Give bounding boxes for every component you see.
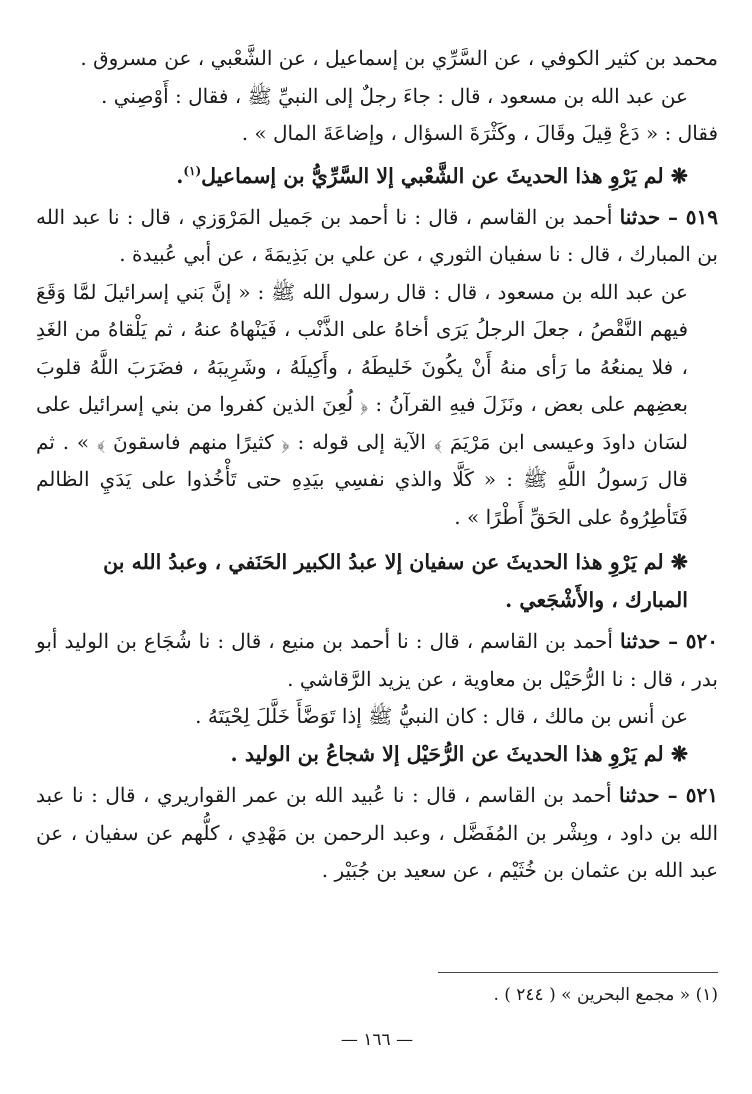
hadith-519 [36, 199, 718, 274]
hadith-number: ٥٢١ – حدثنا [619, 783, 719, 808]
hadith-note: ❋ لم يَرْوِ هذا الحديثَ عن سفيان إلا عبدُ الكبير الحَنَفي ، وعبدُ الله بن المبارك ، والأَشْجَعي . [103, 550, 688, 612]
matn: عن أنس بن مالك ، قال : كان النبيُّ ﷺ إذا تَوَضَّأَ خَلَّلَ لِحْيَتَهُ . [195, 704, 688, 729]
text-line: عن عبد الله بن مسعود ، قال : جاءَ رجلٌ إلى النبيِّ ﷺ ، فقال : أَوْصِني . [101, 83, 688, 108]
text-line: فقال : « دَعْ قِيلَ وقَالَ ، وكَثْرَةَ السؤال ، وإضاعَةَ المال » . [241, 121, 718, 145]
isnad: أحمد بن القاسم ، قال : نا أحمد بن منيع ، قال : نا شُجَاع بن الوليد أبو بدر ، قال : نا الرُّحَيْل بن معاوية ، عن يزيد الرَّقاشي . [36, 629, 718, 691]
hadith-note-text: ❋ لم يَرْوِ هذا الحديثَ عن الشَّعْبي إلا السَّرِّيُّ بن إسماعيل [201, 163, 688, 188]
hadith-520 [36, 623, 718, 698]
matn: عن عبد الله بن مسعود ، قال : قال رسول الله ﷺ : « إنَّ بَني إسرائيلَ لمَّا وَقَعَ فيهم النَّقْصُ ، جعلَ الرجلُ يَرَى أخاهُ على الذَّنْب ، فَيَنْهاهُ عنهُ ، ثم يَلْقاهُ من الغَدِ ، فلا يمنعُهُ ما رَأى منهُ أَنْ يكُونَ خَليطَهُ ، وأَكِيلَهُ ، وشَرِيبَهُ ، فضَرَبَ اللَّهُ قلوبَ بعضِهم على بعض ، ونَزَلَ فيهِ القرآنُ : ﴿ لُعِنَ الذين كفروا من بني إسرائيل على لسَان داودَ وعيسى ابن مَرْيَمَ ﴾ الآية إلى قوله : ﴿ كثيرًا منهم فاسقونَ ﴾ » . ثم قال رَسولُ اللَّهِ ﷺ : « كَلَّا والذي نفسِي بيَدِهِ حتى تَأْخُذوا على يَدَيِ الظالم فَتَأطِرُوهُ على الحَقِّ أَطْرًا » . [36, 279, 688, 529]
hadith-521 [36, 777, 718, 890]
hadith-note: ❋ لم يَرْوِ هذا الحديثَ عن الشَّعْبي إلا السَّرِّيُّ بن إسماعيل$^{(١)}$. [176, 163, 688, 188]
footnote-marker: (١) [183, 163, 202, 178]
footnote-divider [438, 972, 718, 973]
isnad: أحمد بن القاسم ، قال : نا عُبيد الله بن عمر القواريري ، قال : نا عبد الله بن داود ، وبِشْر بن المُفَضَّل ، وعبد الرحمن بن مَهْدِي ، كلُّهم عن سفيان ، عن عبد الله بن عثمان بن خُثَيْم ، عن سعيد بن جُبَيْر . [36, 783, 718, 883]
hadith-number: ٥٢٠ – حدثنا [619, 629, 719, 654]
text-line: محمد بن كثير الكوفي ، عن السَّرِّي بن إسماعيل ، عن الشَّعْبي ، عن مسروق . [80, 46, 718, 70]
hadith-number: ٥١٩ – حدثنا [619, 204, 719, 229]
hadith-note: ❋ لم يَرْوِ هذا الحديثَ عن الرُّحَيْل إلا شجاعُ بن الوليد . [230, 741, 688, 766]
isnad: أحمد بن القاسم ، قال : نا أحمد بن جَميل المَرْوَزي ، قال : نا عبد الله بن المبارك ، قال : نا سفيان الثوري ، عن علي بن بَذِيمَةَ ، عن أبي عُبيدة . [36, 204, 718, 267]
page-content [36, 40, 718, 1070]
page-number: — ١٦٦ — [340, 1030, 414, 1050]
footnote: (١) « مجمع البحرين » ( ٢٤٤ ) . [493, 985, 718, 1005]
